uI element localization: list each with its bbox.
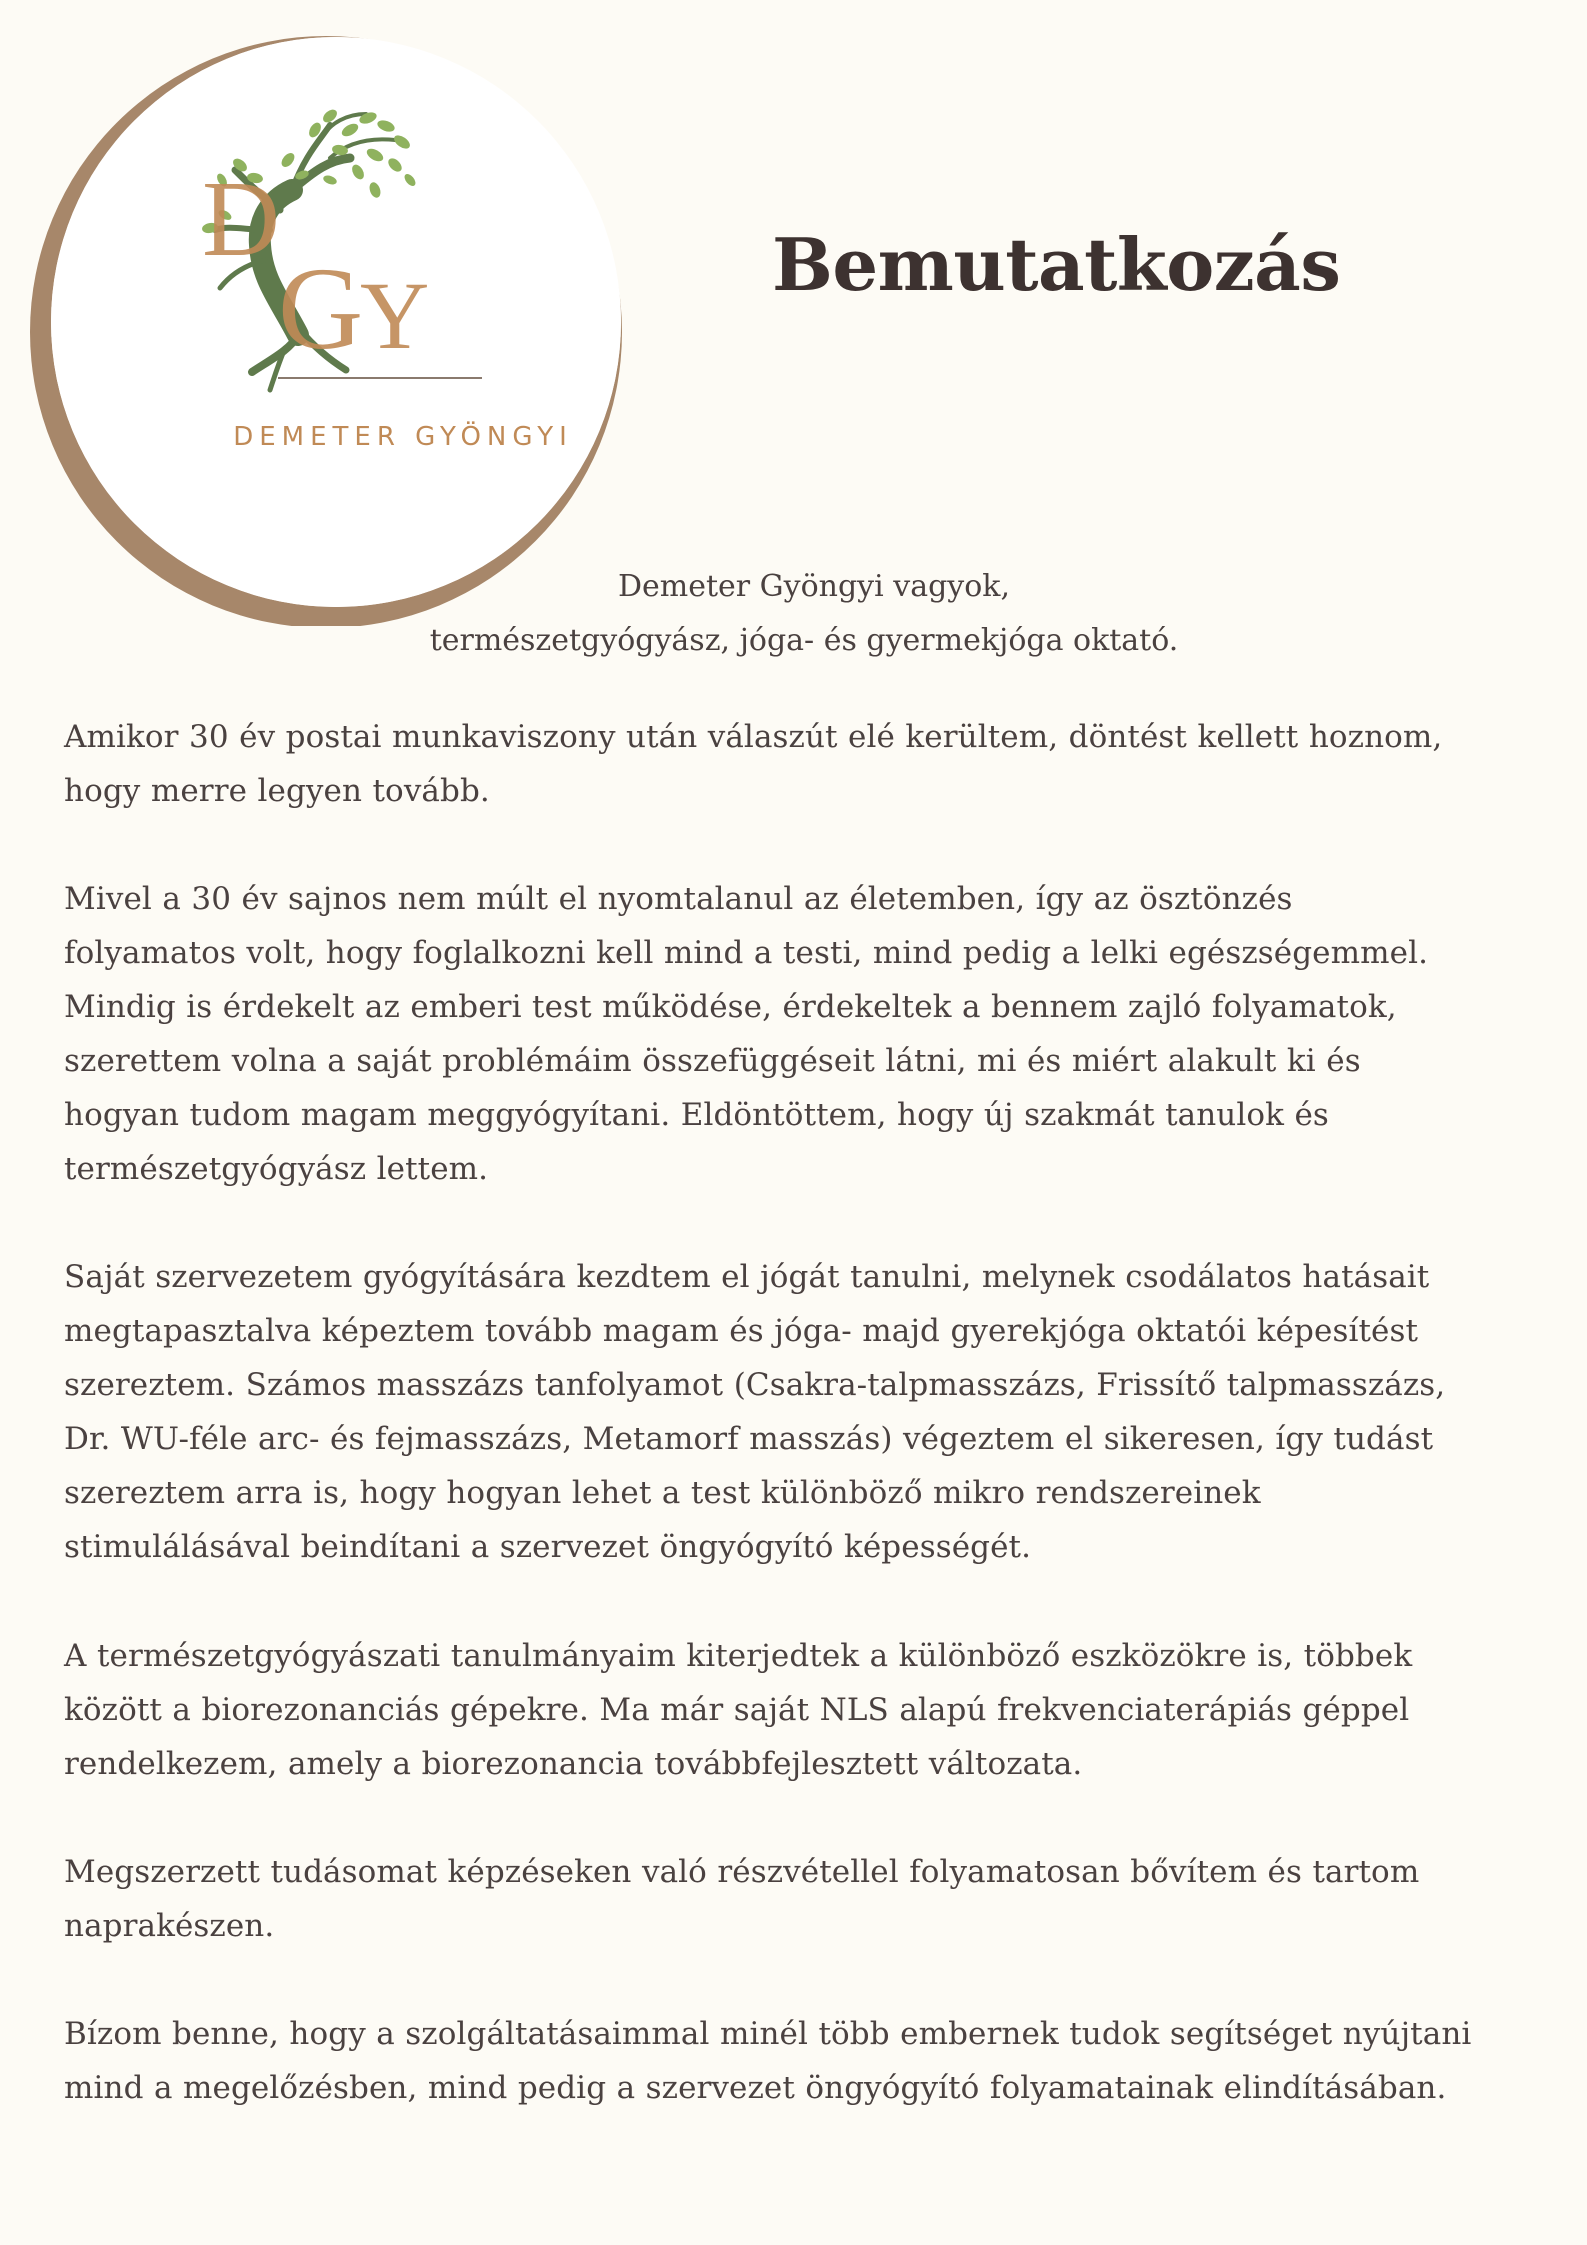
logo-crescent-circle bbox=[30, 30, 626, 626]
logo bbox=[30, 30, 626, 626]
paragraph-yoga-massage: Saját szervezetem gyógyítására kezdtem el jógát tanulni, melynek csodálatos hatásait megtapasztalva képeztem tovább magam és jóga- majd gyerekjóga oktatói képesítést szereztem. Számos masszázs tanfolyamot (Csakra-talpmasszázs, Frissítő talpmasszázs, Dr. WU-féle arc- és fejmasszázs, Metamorf masszás) végeztem el sikeresen, így tudást szereztem arra is, hogy hogyan lehet a test különböző mikro rendszereinek stimulálásával beindítani a szervezet öngyógyító képességét. bbox=[64, 1259, 1446, 1565]
monogram-letter-d: D bbox=[202, 160, 280, 279]
page-title: Bemutatkozás bbox=[772, 222, 1341, 307]
paragraph-closing: Bízom benne, hogy a szolgáltatásaimmal minél több embernek tudok segítséget nyújtani mind a megelőzésben, mind pedig a szervezet öngyógyító folyamatainak elindításában. bbox=[64, 2016, 1472, 2106]
paragraph-motivation: Mivel a 30 év sajnos nem múlt el nyomtalanul az életemben, így az ösztönzés folyamatos volt, hogy foglalkozni kell mind a testi, mind pedig a lelki egészségemmel. Mindig is érdekelt az emberi test működése, érdekeltek a bennem zajló folyamatok, szerettem volna a saját problémáim összefüggéseit látni, mi és miért alakult ki és hogyan tudom magam meggyógyítani. Eldöntöttem, hogy új szakmát tanulok és természetgyógyász lettem. bbox=[64, 881, 1429, 1187]
intro-name-line: Demeter Gyöngyi vagyok, bbox=[617, 569, 1011, 604]
paragraph-continuous-learning: Megszerzett tudásomat képzéseken való részvétellel folyamatosan bővítem és tartom naprakészen. bbox=[64, 1854, 1420, 1944]
intro bbox=[0, 560, 1587, 668]
paragraph-career-change: Amikor 30 év postai munkaviszony után válaszút elé kerültem, döntést kellett hoznom, hogy merre legyen tovább. bbox=[64, 719, 1443, 809]
logo-caption: DEMETER GYÖNGYI bbox=[233, 422, 573, 452]
monogram-letter-g: G bbox=[278, 243, 364, 374]
paragraph-bioresonance: A természetgyógyászati tanulmányaim kiterjedtek a különböző eszközökre is, többek között a biorezonanciás gépekre. Ma már saját NLS alapú frekvenciaterápiás géppel rendelkezem, amely a biorezonancia továbbfejlesztett változata. bbox=[64, 1638, 1413, 1782]
monogram-letter-y: Y bbox=[360, 262, 430, 369]
intro-profession-line: természetgyógyász, jóga- és gyermekjóga oktató. bbox=[429, 623, 1179, 658]
